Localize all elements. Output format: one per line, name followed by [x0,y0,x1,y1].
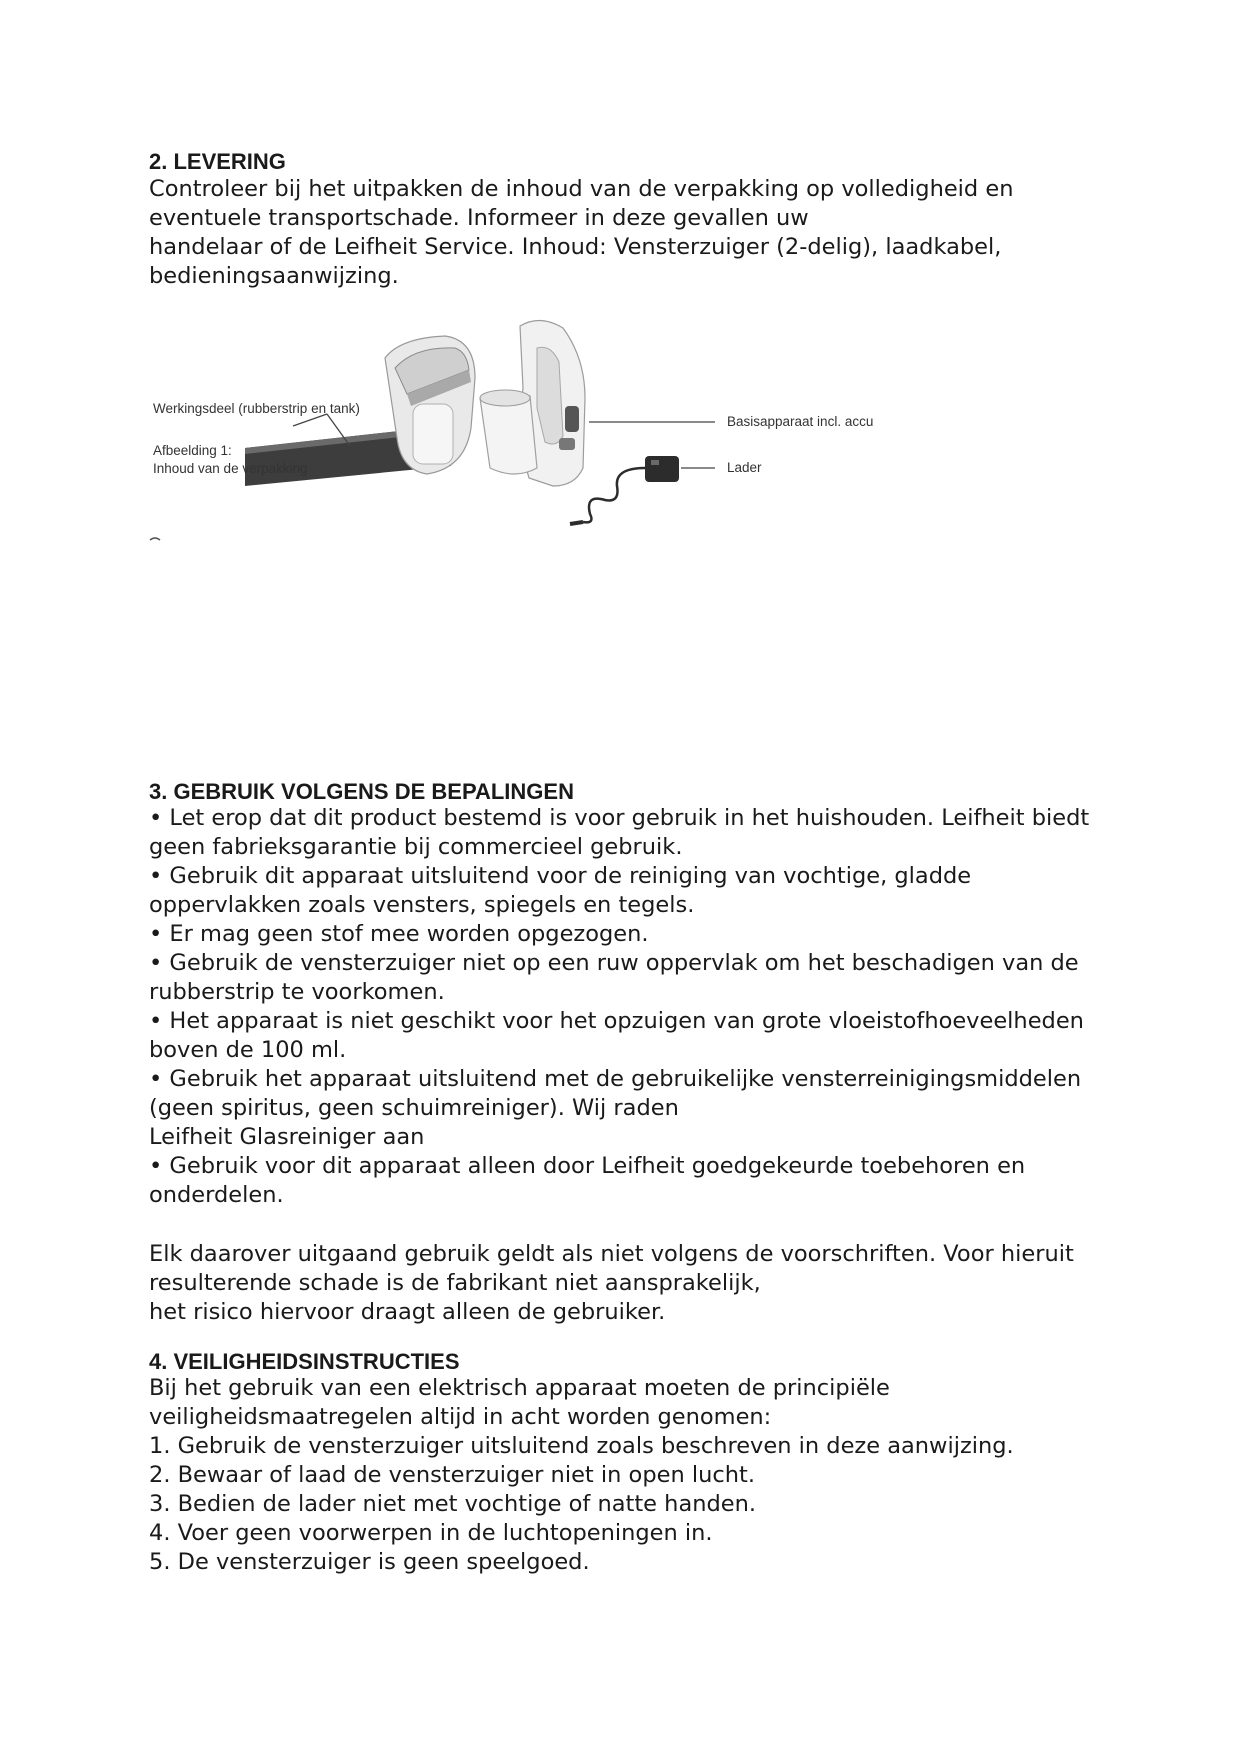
text-line: Elk daarover uitgaand gebruik geldt als niet volgens de voorschriften. Voor hieruit [149,1241,1074,1267]
figure-caption-line-2: Inhoud van de verpakking [153,461,308,476]
text-line: het risico hiervoor draagt alleen de gebruiker. [149,1299,666,1325]
text-line: Controleer bij het uitpakken de inhoud van de verpakking op volledigheid en [149,176,1014,202]
text-line: Leifheit Glasreiniger aan [149,1124,425,1150]
text-line: handelaar of de Leifheit Service. Inhoud: Vensterzuiger (2-delig), laadkabel, [149,234,1002,260]
list-item: 1. Gebruik de vensterzuiger uitsluitend zoals beschreven in deze aanwijzing. [149,1433,1014,1459]
text-line: boven de 100 ml. [149,1037,347,1063]
text-line: onderdelen. [149,1182,284,1208]
figure-caption-line-1: Afbeelding 1: [153,443,232,458]
base-unit-illustration [480,320,585,486]
paragraph-gebruik-closing [149,1240,1109,1327]
text-line: veiligheidsmaatregelen altijd in acht worden genomen: [149,1404,772,1430]
list-item: 4. Voer geen voorwerpen in de luchtopeningen in. [149,1520,713,1546]
text-line: • Het apparaat is niet geschikt voor het opzuigen van grote vloeistofhoeveelheden [149,1008,1084,1034]
text-line: • Gebruik dit apparaat uitsluitend voor de reiniging van vochtige, gladde [149,863,972,889]
text-line: resulterende schade is de fabrikant niet aansprakelijk, [149,1270,761,1296]
list-item: 3. Bedien de lader niet met vochtige of natte handen. [149,1491,757,1517]
paragraph-levering [149,175,1109,291]
charger-illustration [570,456,679,524]
text-line: • Gebruik voor dit apparaat alleen door Leifheit goedgekeurde toebehoren en [149,1153,1026,1179]
text-line: (geen spiritus, geen schuimreiniger). Wij raden [149,1095,679,1121]
text-line: Bij het gebruik van een elektrisch apparaat moeten de principiële [149,1375,890,1401]
list-item: 2. Bewaar of laad de vensterzuiger niet in open lucht. [149,1462,755,1488]
section-heading-veiligheid: 4. VEILIGHEIDSINSTRUCTIES [149,1349,460,1374]
label-charger: Lader [727,460,762,475]
text-line: • Gebruik het apparaat uitsluitend met de gebruikelijke vensterreinigingsmiddelen [149,1066,1082,1092]
package-contents-figure [145,318,905,548]
text-line: geen fabrieksgarantie bij commercieel gebruik. [149,834,683,860]
text-line: • Gebruik de vensterzuiger niet op een ruw oppervlak om het beschadigen van de [149,950,1079,976]
paragraph-veiligheid [149,1374,1109,1577]
list-item: 5. De vensterzuiger is geen speelgoed. [149,1549,590,1575]
label-working-part: Werkingsdeel (rubberstrip en tank) [153,401,360,416]
text-line: eventuele transportschade. Informeer in deze gevallen uw [149,205,809,231]
text-line: oppervlakken zoals vensters, spiegels en tegels. [149,892,695,918]
text-line: bedieningsaanwijzing. [149,263,399,289]
paragraph-gebruik [149,804,1109,1210]
label-base-unit: Basisapparaat incl. accu [727,414,874,429]
text-line: rubberstrip te voorkomen. [149,979,445,1005]
text-line: • Let erop dat dit product bestemd is voor gebruik in het huishouden. Leifheit biedt [149,805,1090,831]
text-line: • Er mag geen stof mee worden opgezogen. [149,921,649,947]
section-heading-levering: 2. LEVERING [149,149,286,174]
section-heading-gebruik: 3. GEBRUIK VOLGENS DE BEPALINGEN [149,779,574,804]
